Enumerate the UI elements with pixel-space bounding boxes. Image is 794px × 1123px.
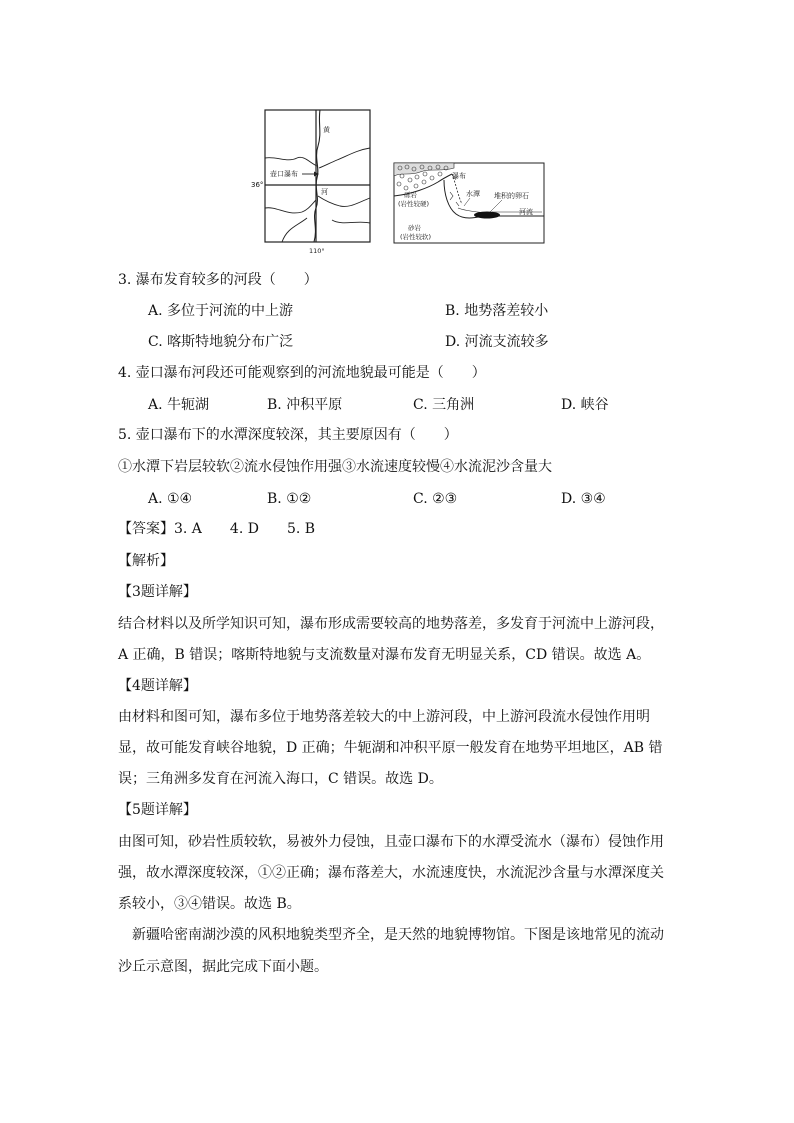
q3-option-d[interactable]: D. 河流支流较多 (445, 334, 549, 350)
q4-option-a[interactable]: A. 牛轭湖 (148, 397, 210, 413)
q5-stem: 5. 壶口瀑布下的水潭深度较深，其主要原因有（ ） (118, 427, 458, 443)
q5-items: ①水潭下岩层较软②流水侵蚀作用强③水流速度较慢④水流泥沙含量大 (118, 459, 552, 475)
waterfall-diagram (392, 160, 548, 244)
analysis-heading: 【解析】 (118, 553, 174, 569)
map-label-yellow: 黄 (323, 126, 330, 134)
q4-detail-line: 显，故可能发育峡谷地貌，D 正确；牛轭湖和冲积平原一般发育在地势平坦地区，AB 错 (118, 740, 663, 756)
q4-stem: 4. 壶口瀑布河段还可能观察到的河流地貌最可能是（ ） (118, 365, 486, 381)
diagram-label-sandstone-1: 砂岩 (408, 224, 421, 232)
q3-detail-heading: 【3题详解】 (118, 584, 197, 600)
q3-detail-line: A 正确，B 错误；喀斯特地貌与支流数量对瀑布发育无明显关系，CD 错误。故选 A。 (118, 647, 651, 663)
q4-detail-heading: 【4题详解】 (118, 678, 197, 694)
diagram-label-waterfall: 瀑布 (452, 172, 466, 180)
diagram-label-shale-1: 砾岩 (404, 191, 417, 199)
q3-option-c[interactable]: C. 喀斯特地貌分布广泛 (148, 334, 294, 350)
q4-option-d[interactable]: D. 峡谷 (561, 397, 609, 413)
intro-line: 沙丘示意图，据此完成下面小题。 (118, 959, 328, 975)
q4-option-c[interactable]: C. 三角洲 (413, 397, 475, 413)
map-svg (262, 108, 374, 256)
q4-detail-line: 误；三角洲多发育在河流入海口，C 错误。故选 D。 (118, 771, 443, 787)
q3-option-a[interactable]: A. 多位于河流的中上游 (148, 303, 294, 319)
map-label-river: 河 (321, 188, 328, 196)
map-label-lat: 36° (251, 181, 264, 189)
q5-option-a[interactable]: A. ①④ (148, 491, 193, 507)
diagram-label-sandstone-2: (岩性较软) (400, 233, 432, 241)
intro-line: 新疆哈密南湖沙漠的风积地貌类型齐全，是天然的地貌博物馆。下图是该地常见的流动 (118, 927, 664, 943)
q3-option-b[interactable]: B. 地势落差较小 (445, 303, 549, 319)
diagram-label-pool: 水潭 (466, 190, 480, 198)
answer-line: 【答案】3. A 4. D 5. B (118, 521, 316, 537)
q5-option-d[interactable]: D. ③④ (561, 491, 606, 507)
map-label-lon: 110° (309, 247, 325, 255)
q5-option-b[interactable]: B. ①② (267, 491, 312, 507)
q4-option-b[interactable]: B. 冲积平原 (267, 397, 343, 413)
q5-option-c[interactable]: C. ②③ (413, 491, 458, 507)
map-figure (262, 108, 374, 256)
q5-detail-heading: 【5题详解】 (118, 802, 197, 818)
diagram-label-boulders: 堆积的卵石 (494, 192, 529, 200)
waterfall-svg (392, 160, 548, 244)
q4-detail-line: 由材料和图可知，瀑布多位于地势落差较大的中上游河段，中上游河段流水侵蚀作用明 (118, 709, 650, 725)
q3-stem: 3. 瀑布发育较多的河段（ ） (118, 272, 318, 288)
q5-detail-line: 系较小，③④错误。故选 B。 (118, 896, 301, 912)
diagram-label-shale-2: (岩性较硬) (398, 200, 430, 208)
q5-detail-line: 由图可知，砂岩性质较软，易被外力侵蚀，且壶口瀑布下的水潭受流水（瀑布）侵蚀作用 (118, 834, 664, 850)
diagram-label-river: 河流 (519, 208, 533, 216)
q3-detail-line: 结合材料以及所学知识可知，瀑布形成需要较高的地势落差，多发育于河流中上游河段， (118, 616, 664, 632)
map-label-hukou: 壶口瀑布 (270, 170, 298, 178)
q5-detail-line: 强，故水潭深度较深，①②正确；瀑布落差大，水流速度快，水流泥沙含量与水潭深度关 (118, 865, 664, 881)
